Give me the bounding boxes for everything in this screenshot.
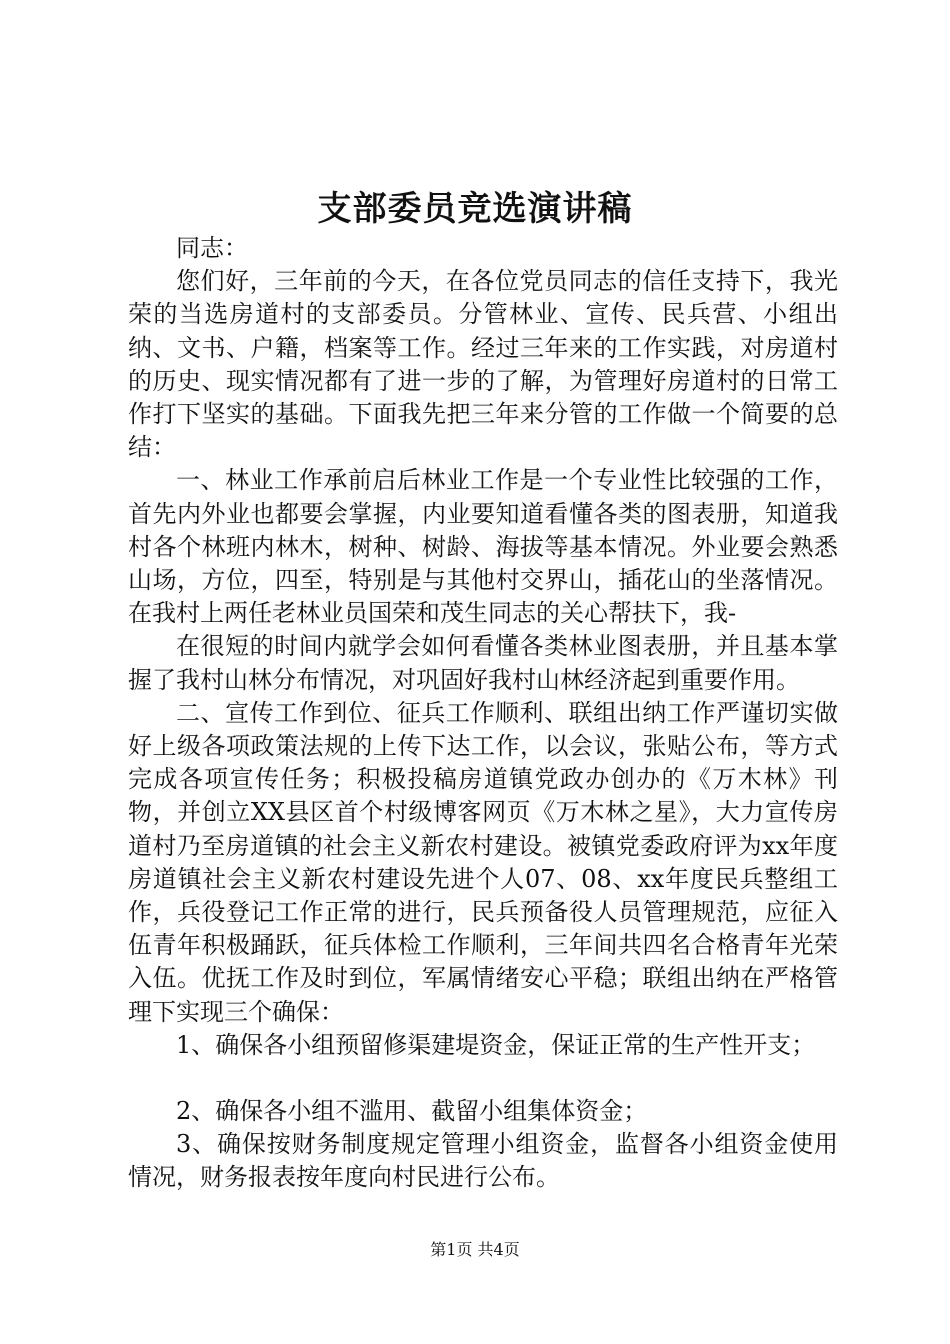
page-number: 第1页 共4页	[430, 1240, 520, 1259]
list-item-3: 3、确保按财务制度规定管理小组资金，监督各小组资金使用情况，财务报表按年度向村民进行公布。	[128, 1130, 838, 1192]
paragraph-salutation: 同志：	[176, 234, 248, 262]
list-item-2: 2、确保各小组不滥用、截留小组集体资金；	[176, 1097, 648, 1126]
paragraph-forestry-continued: 在很短的时间内就学会如何看懂各类林业图表册，并且基本掌握了我村山林分布情况，对巩固好我村山林经济起到重要作用。	[128, 632, 838, 694]
document-body	[128, 232, 838, 1195]
paragraph-publicity: 二、宣传工作到位、征兵工作顺利、联组出纳工作严谨切实做好上级各项政策法规的上传下达工作，以会议，张贴公布，等方式完成各项宣传任务；积极投稿房道镇党政办创办的《万木林》刊物，并创立XX县区首个村级博客网页《万木林之星》，大力宣传房道村乃至房道镇的社会主义新农村建设。被镇党委政府评为xx年度房道镇社会主义新农村建设先进个人07、08、xx年度民兵整组工作，兵役登记工作正常的进行，民兵预备役人员管理规范，应征入伍青年积极踊跃，征兵体检工作顺利，三年间共四名合格青年光荣入伍。优抚工作及时到位，军属情绪安心平稳；联组出纳在严格管理下实现三个确保：	[128, 698, 838, 1026]
list-item-1: 1、确保各小组预留修渠建堤资金，保证正常的生产性开支；	[176, 1030, 816, 1059]
document-title: 支部委员竞选演讲稿	[317, 189, 633, 229]
paragraph-intro: 您们好，三年前的今天，在各位党员同志的信任支持下，我光荣的当选房道村的支部委员。分管林业、宣传、民兵营、小组出纳、文书、户籍，档案等工作。经过三年来的工作实践，对房道村的历史、现实情况都有了进一步的了解，为管理好房道村的日常工作打下坚实的基础。下面我先把三年来分管的工作做一个简要的总结：	[128, 267, 838, 462]
paragraph-forestry: 一、林业工作承前启后林业工作是一个专业性比较强的工作，首先内外业也都要会掌握，内业要知道看懂各类的图表册，知道我村各个林班内林木，树种、树龄、海拔等基本情况。外业要会熟悉山场，方位，四至，特别是与其他村交界山，插花山的坐落情况。在我村上两任老林业员国荣和茂生同志的关心帮扶下，我-	[128, 466, 838, 628]
